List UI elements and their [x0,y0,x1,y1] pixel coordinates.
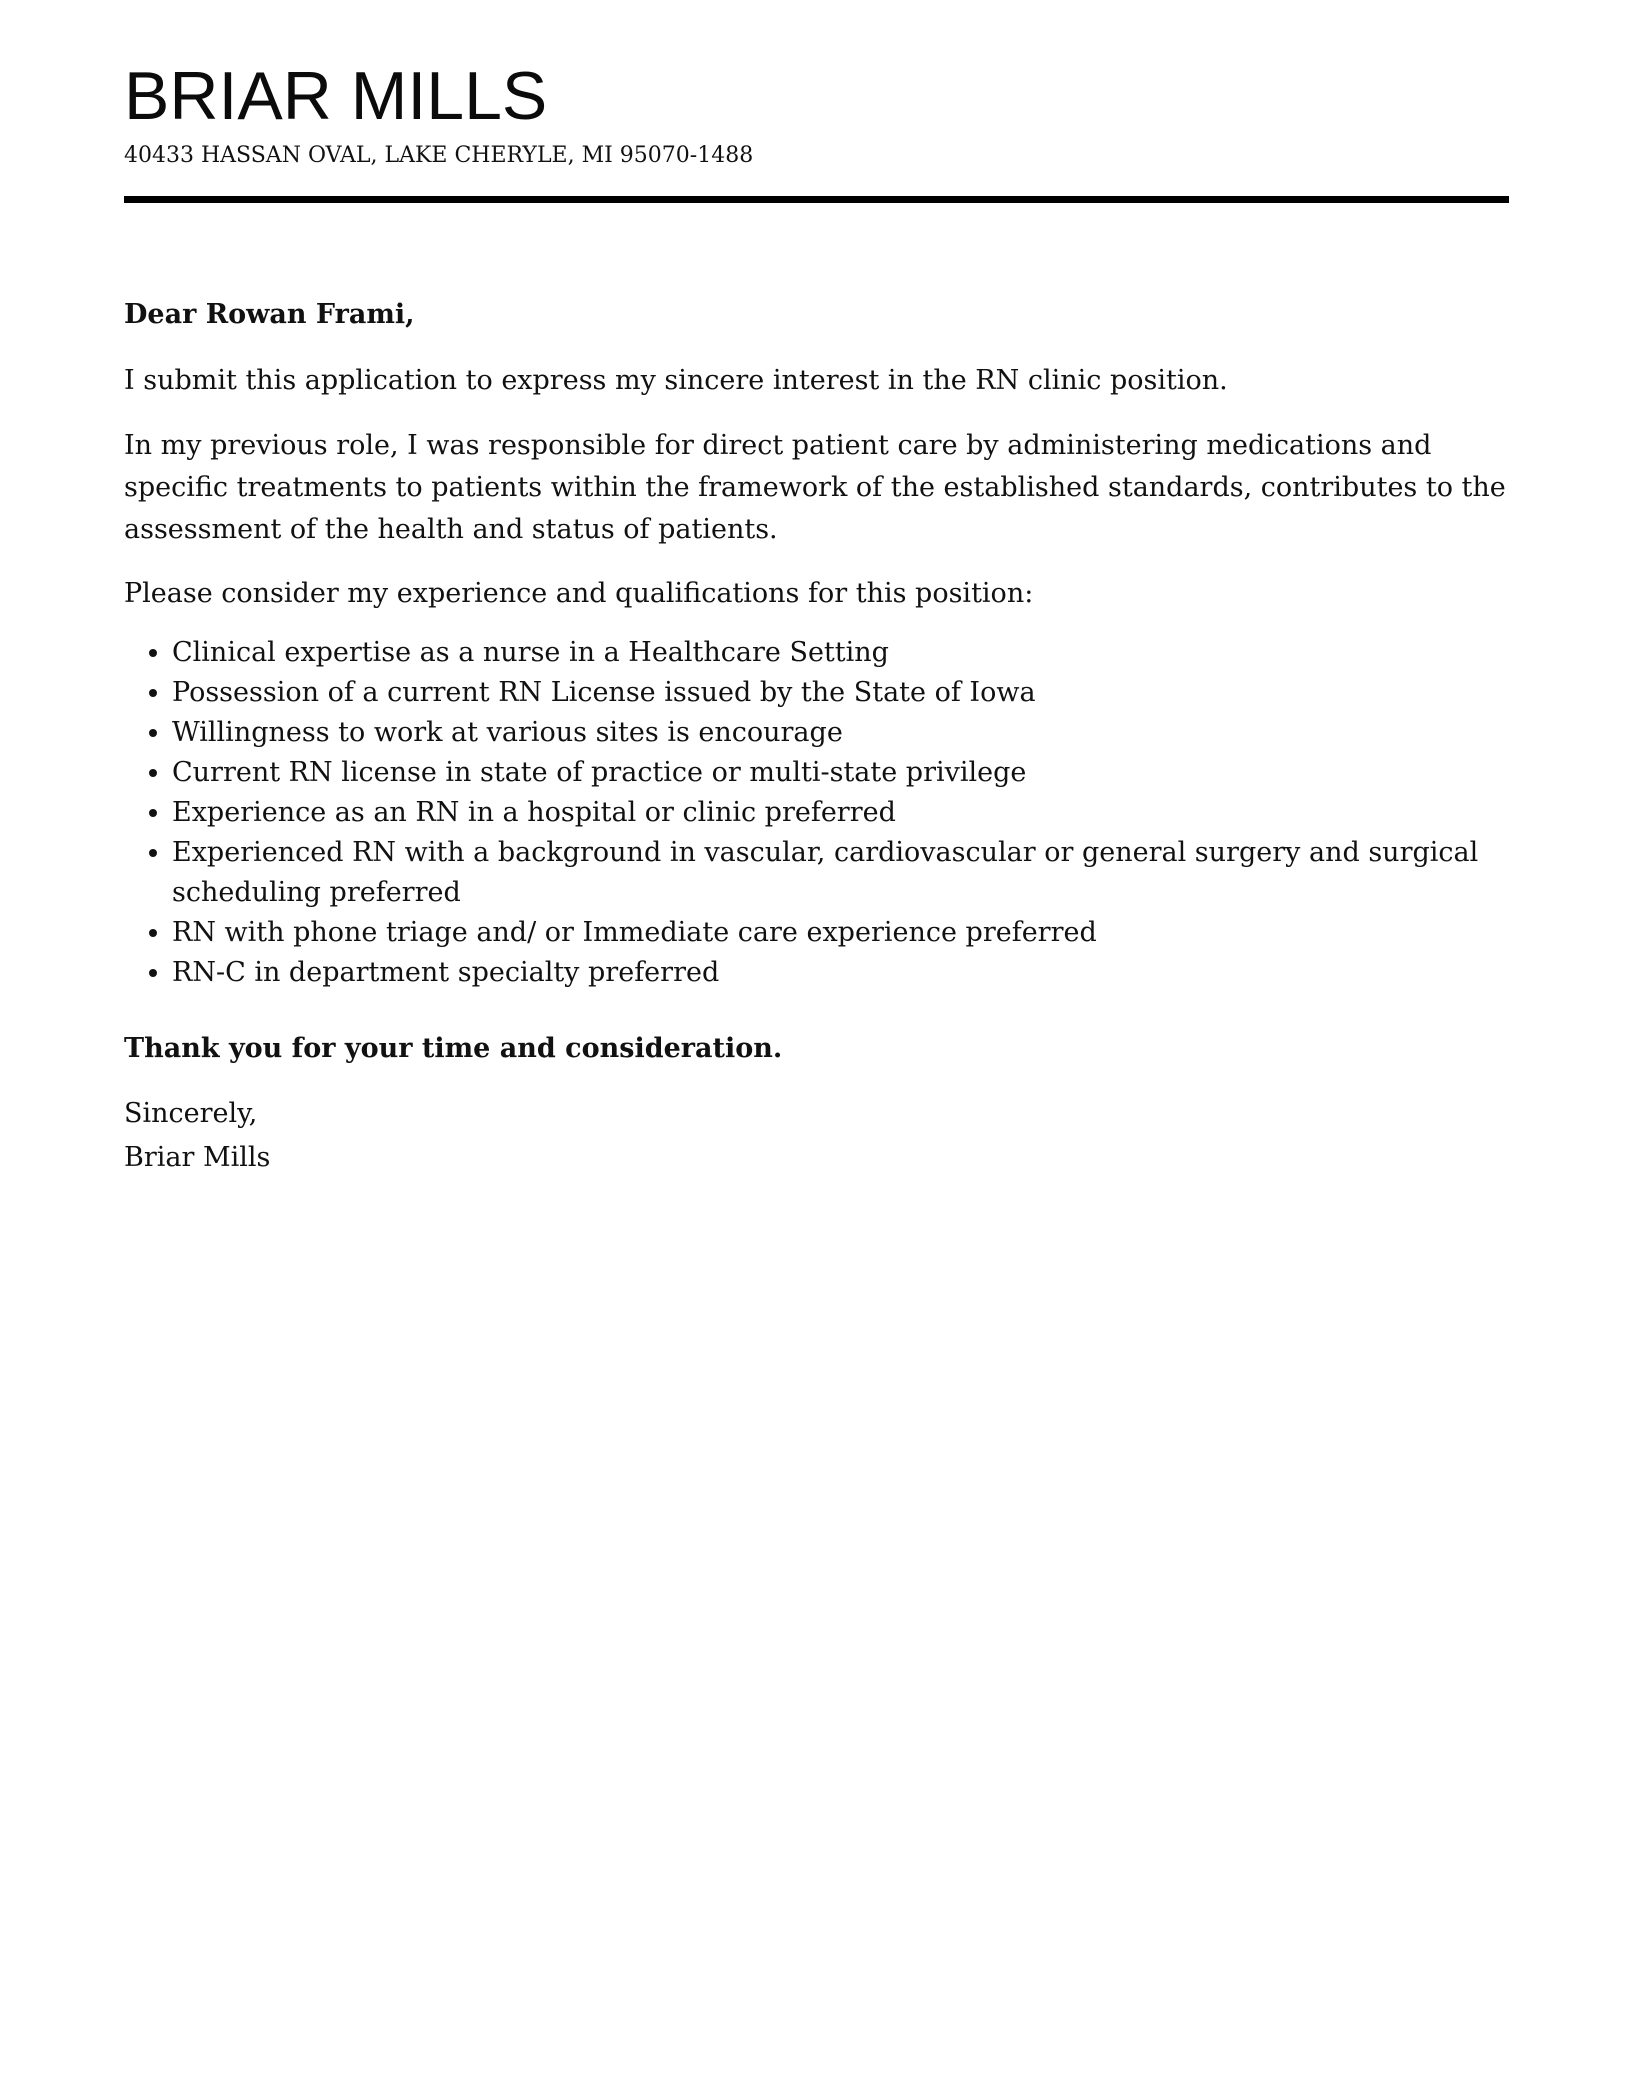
salutation: Dear Rowan Frami, [124,299,415,331]
qualifications-list [124,633,1509,993]
list-item: • Current RN license in state of practice or multi-state privilege [172,753,1509,793]
list-item: • RN with phone triage and/ or Immediate care experience preferred [172,913,1509,953]
applicant-name: BRIAR MILLS [124,58,548,134]
header-divider [124,196,1509,203]
consider-paragraph: Please consider my experience and qualifications for this position: [124,578,1034,610]
list-item: • Willingness to work at various sites is encourage [172,713,1509,753]
closing-thanks: Thank you for your time and consideration. [124,1033,783,1065]
list-item: • Experienced RN with a background in vascular, cardiovascular or general surgery and surgical scheduling preferred [172,833,1509,913]
previous-role-paragraph: In my previous role, I was responsible for direct patient care by administering medications and specific treatments to patients within the framework of the established standards, contributes to the assessment of the health and status of patients. [124,430,1506,546]
list-item: • Clinical expertise as a nurse in a Healthcare Setting [172,633,1509,673]
signature-block [124,1092,1509,1180]
cover-letter-page [124,58,1509,1180]
list-item: • RN-C in department specialty preferred [172,953,1509,993]
signoff: Sincerely, [124,1098,258,1130]
letter-header [124,58,1509,203]
list-item: • Possession of a current RN License issued by the State of Iowa [172,673,1509,713]
letter-body [124,294,1509,1180]
signature-name: Briar Mills [124,1142,271,1174]
intro-paragraph: I submit this application to express my sincere interest in the RN clinic position. [124,365,1228,397]
list-item: • Experience as an RN in a hospital or clinic preferred [172,793,1509,833]
applicant-address: 40433 HASSAN OVAL, LAKE CHERYLE, MI 95070-1488 [124,143,754,168]
